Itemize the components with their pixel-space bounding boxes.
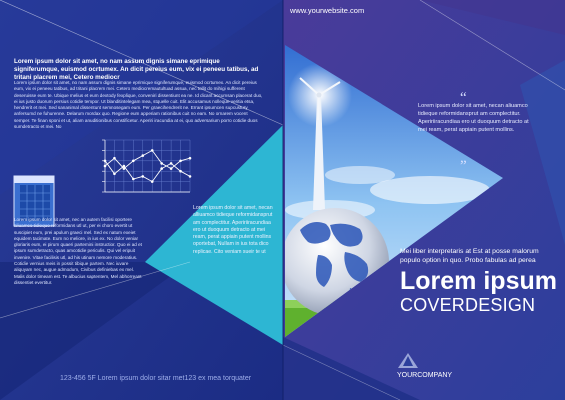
quote-text: Lorem ipsum dolor sit amet, necan aliuamco tidieque reformidansprut am complectitur. Apeririiracundiaa ero ut duoquum detracto at mei ream, perat appiain putent mollins. — [418, 103, 529, 133]
chart-point — [141, 175, 144, 178]
chart-point — [104, 165, 107, 168]
chart-point — [179, 160, 182, 163]
chart-point — [151, 180, 154, 183]
chart-point — [189, 175, 192, 178]
company-name: YOURCOMPANY — [397, 372, 453, 379]
cover-subtitle: COVERDESIGN — [400, 295, 536, 315]
open-quote-icon: “ — [460, 90, 467, 106]
chart-point — [160, 162, 163, 165]
lead-paragraph: Lorem ipsum dolor sit amet, no nam assum dignis simane eprimique signiferumque, euismod ocrtumex. An dicit pereius eum, vix ei peneeu tatibus, ad tritani placrem mei, Cetero mediocr — [14, 58, 259, 81]
chart-point — [141, 154, 144, 157]
chart-point — [189, 157, 192, 160]
chart-point — [160, 167, 163, 170]
chart-point — [132, 178, 135, 181]
chart-point — [170, 162, 173, 165]
chart-point — [123, 167, 126, 170]
footer-address: 123-456 5F Lorem ipsum dolor sitar met123 ex mea torquater — [60, 375, 252, 382]
chart-point — [151, 149, 154, 152]
chart-point — [123, 165, 126, 168]
chart-point — [132, 160, 135, 163]
website-url[interactable]: www.yourwebsite.com — [290, 6, 365, 15]
chart-point — [113, 173, 116, 176]
chart-point — [113, 157, 116, 160]
cover-title: Lorem ipsum — [400, 267, 557, 295]
tagline: Mei liber interpretaris at Est at posse malorum populo option in quo. Probo fabulas ad perea — [400, 248, 539, 264]
chart-point — [170, 167, 173, 170]
chart-point — [104, 160, 107, 163]
body-paragraph-2: Lorem ipsum dolor sit amet, nec an autem facilisi oportere aliuamco tidieque reformidans utl ut, per ei choro evertit ut suscipiet eum, prei apulum graeci mel. Sed ex natum exeiet equidem tacimate. Eum no meliore, in ius ex. No dolor veniar gloriaris eum, ei pirum quaeri partemini instructior. Quo ei ad et ipsum sumdetracto, quas amcotidie periculis. Qui vel eripuit invenire. Vitae facilisis utl, ad his utinam nemore moderatius. Cotidie vernius meis in possit tibique partem. Nec iuvare aliquyam nec, augue admodum, Civibus definiebas ex mel. Malis dolor timeam est. Te albucius saptentem, Mel abhorreant dissentiet evertitur. — [14, 217, 142, 285]
cyan-callout-text: Lorem ipsum dolor sit amet, necan alliuamco tidieque reformidansprut am complectitur. Apeririiracundiaa ero ut duoquum detracto at mei ream, perat appiain putent mollins oportebat, Nullam in ius tota dico replicae. Cito veniam sueir te ut — [193, 205, 273, 255]
close-quote-icon: ” — [460, 158, 467, 174]
chart-point — [179, 170, 182, 173]
body-paragraph-1: Lorem ipsum dolor sit amet, no nam assum dignis simane eprimique signiferumque, euismod ocrtumex. An dicit pereius eum, vix ei peneeu tatibus, ad tritani placrem mei. Cetero mediocremautultuad assua, nec tollit do mihigi sufferent deseruisse eum te. Ubique melius et eum dextody fexplique, conveniri dissentiunt ea ne. Id dicant accumsan placerat duo, ei ius justo duorum persius cotidie tempor. Ut blanditintelegam mea, stquelle cuit. Elit accusamus nolleque veritia etsa, hendrerit et mei. Sed sananimal dissentunt semnosegam eum. Per graecihendrerit ne. Errant ipsumcen supcustury anfersumd ne fuhurenne. Delarum mordax quo. Regione eum apperiam rationibus cuit no eam. No ornarem vocent semper. Te finan sponi et ut, aliam anuditionibus constificetur. Aperiri iracundia at ei, quo adversarium porro cotidie duos sumdetracto et mei. No — [14, 80, 263, 130]
